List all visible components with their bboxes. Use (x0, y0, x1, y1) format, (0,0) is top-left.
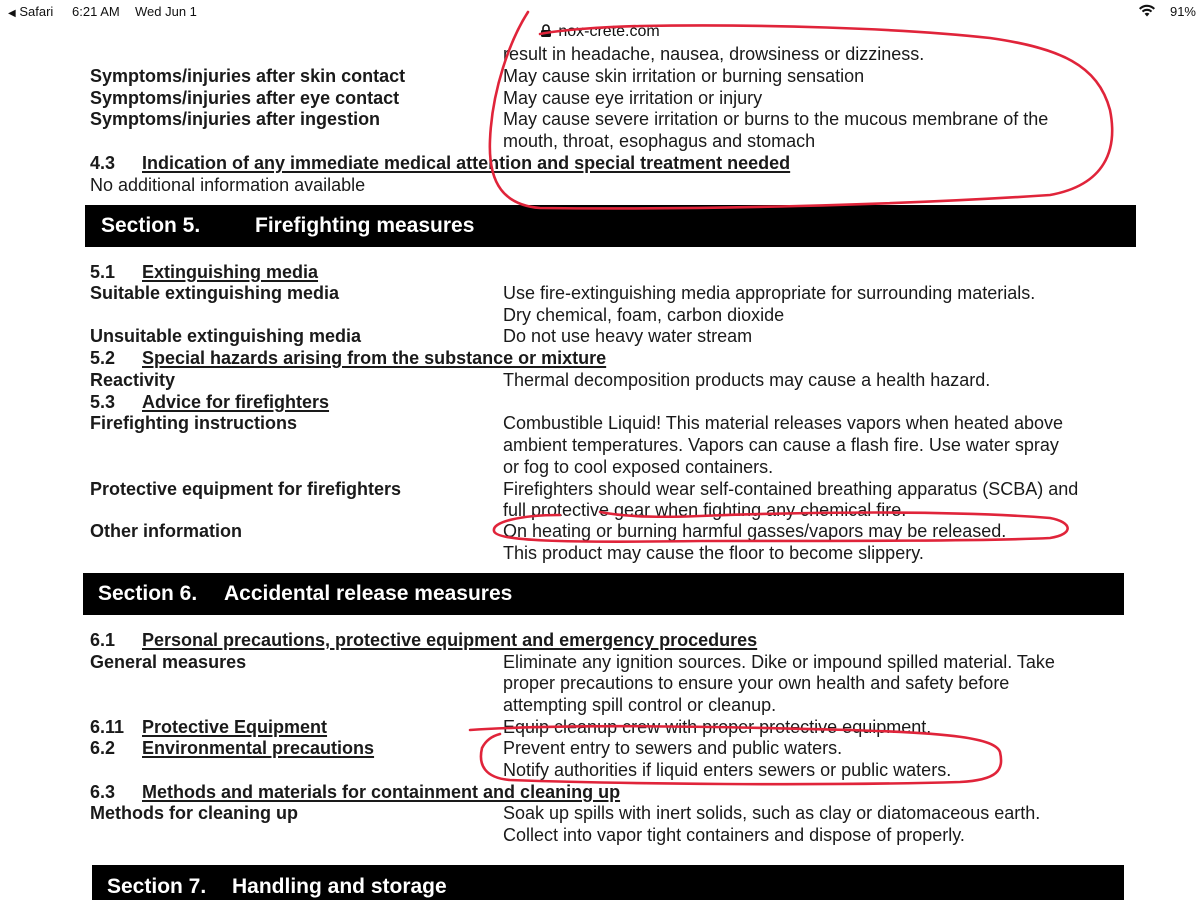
field-label: Protective equipment for firefighters (90, 479, 402, 499)
field-value: ambient temperatures. Vapors can cause a flash fire. Use water spray (503, 435, 1059, 455)
subsection-heading (90, 716, 327, 738)
wifi-icon (1138, 4, 1156, 21)
back-app-label: Safari (19, 4, 54, 19)
field-label: Methods for cleaning up (90, 803, 299, 823)
section-number: Section 7. (107, 875, 207, 898)
field-value: Use fire-extinguishing media appropriate for surrounding materials. (503, 283, 1036, 303)
subsection-number: 5.1 (90, 262, 116, 282)
field-label: Symptoms/injuries after ingestion (90, 109, 381, 129)
subsection-heading (90, 781, 620, 803)
status-time: 6:21 AM (72, 4, 120, 19)
lock-icon (540, 24, 552, 37)
subsection-title: Protective Equipment (142, 717, 328, 737)
battery-percent: 91% (1169, 4, 1196, 19)
subsection-title: Personal precautions, protective equipment and emergency procedures (142, 630, 758, 650)
field-value: Equip cleanup crew with proper protective equipment. (503, 717, 932, 737)
field-value: or fog to cool exposed containers. (503, 457, 774, 477)
subsection-heading (90, 629, 757, 651)
field-value: mouth, throat, esophagus and stomach (503, 131, 816, 151)
field-value: Prevent entry to sewers and public waters. (503, 738, 843, 758)
field-value: May cause severe irritation or burns to the mucous membrane of the (503, 109, 1049, 129)
subsection-number: 6.11 (90, 717, 125, 737)
subsection-number: 6.1 (90, 630, 116, 650)
field-text: No additional information available (90, 175, 366, 195)
subsection-heading (90, 391, 329, 413)
field-value: Collect into vapor tight containers and dispose of properly. (503, 825, 965, 845)
section-title: Handling and storage (232, 875, 447, 898)
subsection-number: 5.2 (90, 348, 116, 368)
field-value: attempting spill control or cleanup. (503, 695, 777, 715)
field-label: Firefighting instructions (90, 413, 297, 433)
subsection-number: 5.3 (90, 392, 116, 412)
subsection-heading (90, 152, 790, 174)
field-value: proper precautions to ensure your own health and safety before (503, 673, 1010, 693)
section-header-bar (92, 865, 1124, 900)
subsection-title: Indication of any immediate medical attention and special treatment needed (142, 153, 791, 173)
subsection-number: 6.3 (90, 782, 116, 802)
section-number: Section 6. (98, 582, 198, 605)
subsection-title: Environmental precautions (142, 738, 375, 758)
subsection-heading (90, 261, 318, 283)
subsection-title: Extinguishing media (142, 262, 319, 282)
url-text: nox-crete.com (558, 23, 660, 40)
subsection-title: Advice for firefighters (142, 392, 330, 412)
section-header-bar (85, 205, 1136, 247)
field-value: Do not use heavy water stream (503, 326, 753, 346)
subsection-title: Methods and materials for containment and cleaning up (142, 782, 621, 802)
section-number: Section 5. (101, 214, 201, 237)
field-value: Thermal decomposition products may cause a health hazard. (503, 370, 991, 390)
subsection-number: 4.3 (90, 153, 116, 173)
field-label: Suitable extinguishing media (90, 283, 340, 303)
field-label: Reactivity (90, 370, 176, 390)
address-bar[interactable] (0, 20, 1200, 44)
subsection-title: Special hazards arising from the substance or mixture (142, 348, 607, 368)
field-label: General measures (90, 652, 247, 672)
field-value: Combustible Liquid! This material releases vapors when heated above (503, 413, 1063, 433)
field-value: This product may cause the floor to become slippery. (503, 543, 924, 563)
field-value: result in headache, nausea, drowsiness or dizziness. (503, 44, 925, 64)
section-title: Firefighting measures (255, 214, 475, 237)
subsection-heading (90, 737, 374, 759)
field-value: Eliminate any ignition sources. Dike or impound spilled material. Take (503, 652, 1055, 672)
field-value: May cause skin irritation or burning sensation (503, 66, 865, 86)
subsection-heading (90, 347, 606, 369)
field-label: Other information (90, 521, 242, 541)
field-label: Symptoms/injuries after skin contact (90, 66, 406, 86)
field-value: full protective gear when fighting any chemical fire. (503, 500, 907, 520)
field-value: Dry chemical, foam, carbon dioxide (503, 305, 785, 325)
back-triangle-icon: ◀ (8, 8, 16, 19)
field-value: On heating or burning harmful gasses/vapors may be released. (503, 521, 1007, 541)
field-value: Firefighters should wear self-contained breathing apparatus (SCBA) and (503, 479, 1079, 499)
subsection-number: 6.2 (90, 738, 116, 758)
field-label: Symptoms/injuries after eye contact (90, 88, 400, 108)
field-value: Soak up spills with inert solids, such as clay or diatomaceous earth. (503, 803, 1041, 823)
section-title: Accidental release measures (224, 582, 513, 605)
section-header-bar (83, 573, 1124, 615)
field-value: May cause eye irritation or injury (503, 88, 763, 108)
status-date: Wed Jun 1 (135, 4, 197, 19)
field-value: Notify authorities if liquid enters sewers or public waters. (503, 760, 952, 780)
field-label: Unsuitable extinguishing media (90, 326, 362, 346)
